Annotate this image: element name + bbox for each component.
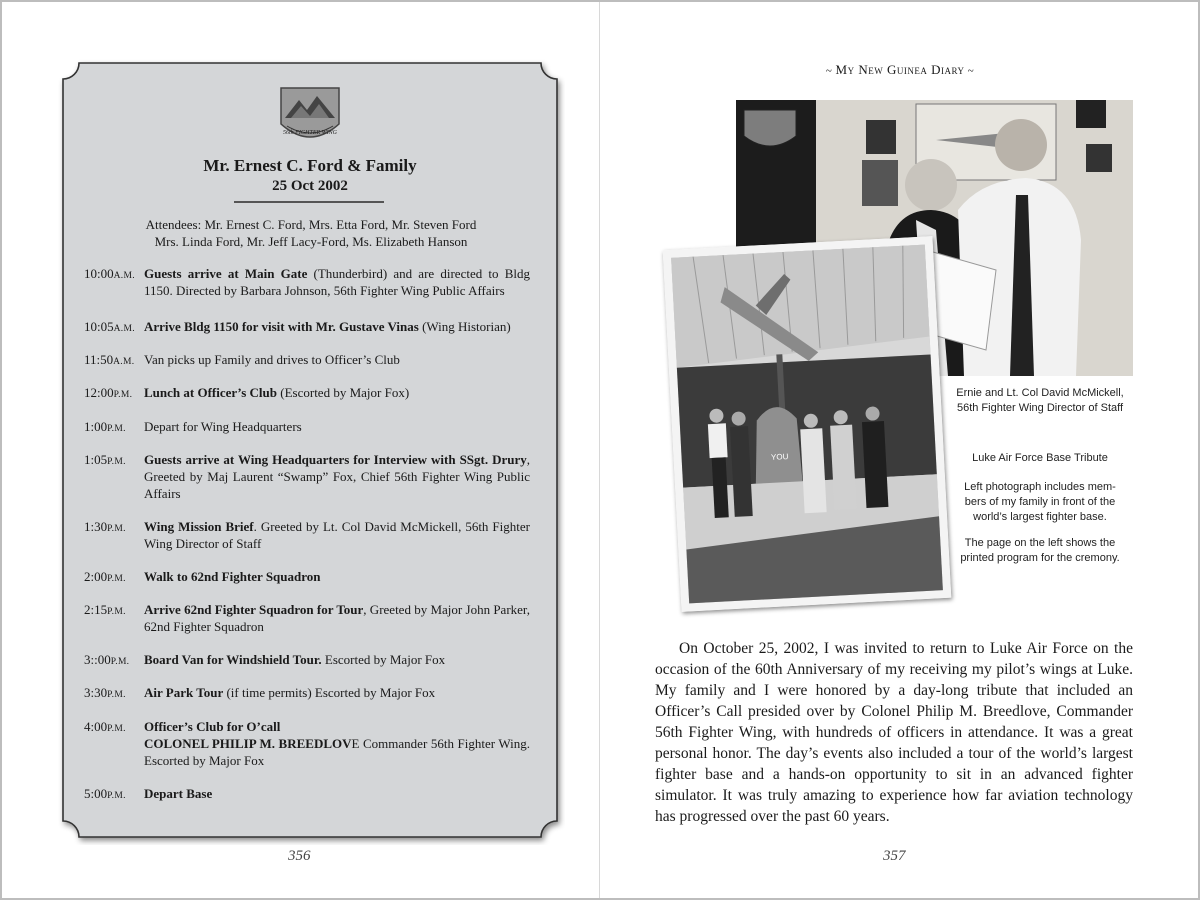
fighter-wing-emblem-icon <box>277 84 343 150</box>
program-card <box>66 66 554 832</box>
schedule-event: Arrive 62nd Fighter Squadron for Tour <box>144 602 364 617</box>
schedule-time: 11:50 <box>84 352 114 367</box>
program-date: 25 Oct 2002 <box>272 178 348 194</box>
schedule-detail: . Greeted by Lt. Col David McMickell, 56th Fighter Wing Director of Staff <box>144 519 530 551</box>
schedule-item <box>84 601 530 635</box>
schedule-item <box>84 318 530 335</box>
schedule-time: 10:00 <box>84 266 114 281</box>
schedule-item <box>84 718 530 769</box>
schedule-ampm: P.M. <box>107 690 126 700</box>
schedule-event: Wing Mission Brief <box>144 519 254 534</box>
schedule-detail: (Wing Historian) <box>418 319 511 334</box>
caption-tribute-title: Luke Air Force Base Tribute <box>972 452 1108 464</box>
sign-text: YOU <box>770 452 789 462</box>
schedule-ampm: P.M. <box>107 724 126 734</box>
schedule-detail: (Thunderbird) and are directed to Bldg 1150. Directed by Barbara Johnson, 56th Fighter Wing Public Affairs <box>144 266 530 298</box>
photo-family-at-luke <box>663 236 952 612</box>
schedule-item <box>84 351 530 368</box>
schedule-time: 3::00 <box>84 652 111 667</box>
title-rule <box>234 201 384 203</box>
schedule-detail: , Greeted by Major John Parker, 62nd Fighter Squadron <box>144 602 530 634</box>
schedule-detail: (if time permits) Escorted by Major Fox <box>223 685 436 700</box>
attendees-line-2: Mrs. Linda Ford, Mr. Jeff Lacy-Ford, Ms. Elizabeth Hanson <box>154 234 468 249</box>
schedule-ampm: P.M. <box>107 457 126 467</box>
schedule-item <box>84 684 530 701</box>
schedule-ampm: P.M. <box>110 657 130 667</box>
schedule-ampm: P.M. <box>107 791 126 801</box>
body-paragraph: On October 25, 2002, I was invited to return to Luke Air Force on the occasion of the 60th Anniversary of my receiving my pilot’s wings at Luke. My family and I were honored by a day-long tribute that included an Officer’s Call presided over by Colonel Philip M. Breedlove, Commander 56th Fighter Wing, with hundreds of officers in attendance. It was a great personal honor. The day’s events also included a tour of the world’s largest fighter base and a hands-on opportunity to sit in an advanced fighter simulator. It was truly amazing to experience how far aviation technology has progressed over the past 60 years. <box>655 640 1133 825</box>
attendees <box>106 216 516 250</box>
schedule-detail: , Greeted by Maj Laurent “Swamp” Fox, Chief 56th Fighter Wing Public Affairs <box>144 452 530 501</box>
schedule-event: Arrive Bldg 1150 for visit with Mr. Gustave Vinas <box>144 319 419 334</box>
schedule-event-2: COLONEL PHILIP M. BREEDLOV <box>144 736 352 751</box>
schedule-time: 10:05 <box>84 319 114 334</box>
schedule-ampm: P.M. <box>113 390 133 400</box>
schedule-item <box>84 518 530 552</box>
schedule-event: Lunch at Officer’s Club <box>144 385 278 400</box>
page-number-right: 357 <box>883 848 906 864</box>
schedule-ampm: P.M. <box>107 574 126 584</box>
schedule-ampm: A.M. <box>113 357 135 367</box>
schedule-item <box>84 785 530 802</box>
running-head: ~ My New Guinea Diary ~ <box>825 62 975 77</box>
emblem-text: 56th FIGHTER WING <box>283 130 337 136</box>
schedule-event: Air Park Tour <box>144 685 224 700</box>
schedule-item <box>84 418 530 435</box>
running-head-title: My New Guinea Diary <box>835 62 965 77</box>
schedule-ampm: P.M. <box>107 524 126 534</box>
schedule-time: 1:05 <box>84 452 108 467</box>
schedule-time: 12:00 <box>84 385 114 400</box>
caption-tribute: Luke Air Force Base Tribute Left photograph includes mem- bers of my family in front of the world’s largest fighter base. The page on the left shows the printed program for the cremony. <box>940 451 1140 566</box>
schedule-event: Officer’s Club for O’call <box>144 719 281 734</box>
schedule-time: 1:30 <box>84 519 108 534</box>
caption-top-photo: Ernie and Lt. Col David McMickell, 56th Fighter Wing Director of Staff <box>956 387 1124 414</box>
schedule-time: 4:00 <box>84 719 108 734</box>
schedule-ampm: A.M. <box>113 271 135 281</box>
program-title: Mr. Ernest C. Ford & Family <box>203 156 417 175</box>
schedule-time: 5:00 <box>84 786 108 801</box>
schedule-detail: Depart for Wing Headquarters <box>144 419 302 434</box>
schedule-item <box>84 568 530 585</box>
attendees-line-1: Attendees: Mr. Ernest C. Ford, Mrs. Etta Ford, Mr. Steven Ford <box>145 217 477 232</box>
schedule-item <box>84 651 530 668</box>
schedule-event: Guests arrive at Wing Headquarters for Interview with SSgt. Drury <box>144 452 527 467</box>
schedule-time: 2:00 <box>84 569 108 584</box>
schedule-event: Depart Base <box>144 786 213 801</box>
schedule-time: 3:30 <box>84 685 108 700</box>
schedule-item <box>84 265 530 299</box>
schedule-detail: E Commander 56th Fighter Wing. Escorted by Major Fox <box>144 736 530 768</box>
schedule-detail: Escorted by Major Fox <box>321 652 446 667</box>
schedule-event: Guests arrive at Main Gate <box>144 266 308 281</box>
schedule-time: 1:00 <box>84 419 108 434</box>
schedule-time: 2:15 <box>84 602 108 617</box>
schedule-detail: (Escorted by Major Fox) <box>277 385 410 400</box>
schedule-item <box>84 384 530 401</box>
page-number-left: 356 <box>288 848 311 864</box>
schedule-event: Walk to 62nd Fighter Squadron <box>144 569 321 584</box>
schedule-event: Board Van for Windshield Tour. <box>144 652 322 667</box>
schedule-ampm: P.M. <box>107 424 126 434</box>
schedule-item <box>84 451 530 502</box>
schedule-ampm: P.M. <box>107 607 126 617</box>
photo-bottom-image <box>663 236 952 612</box>
schedule-ampm: A.M. <box>113 324 135 334</box>
schedule-detail: Van picks up Family and drives to Officer’s Club <box>144 352 400 367</box>
